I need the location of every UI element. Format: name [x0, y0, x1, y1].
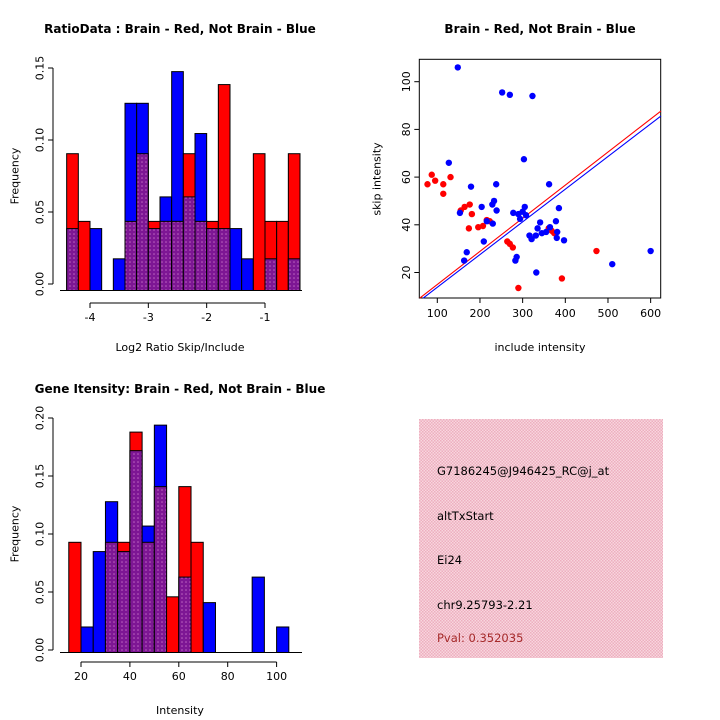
svg-text:0.00: 0.00	[33, 271, 47, 297]
scatter-plot	[400, 59, 661, 320]
svg-text:40: 40	[399, 217, 413, 232]
gene-histogram-title: Gene Itensity: Brain - Red, Not Brain - Blue	[34, 382, 326, 396]
svg-text:600: 600	[640, 307, 662, 320]
gene-histogram-xlabel: Intensity	[156, 704, 204, 717]
scatter-title: Brain - Red, Not Brain - Blue	[444, 22, 636, 36]
svg-text:-2: -2	[201, 311, 213, 324]
svg-text:0.15: 0.15	[33, 463, 47, 489]
ratio-histogram-xlabel: Log2 Ratio Skip/Include	[115, 341, 245, 354]
probe-id-text: G7186245@J946425_RC@j_at	[437, 464, 610, 478]
svg-text:0.05: 0.05	[33, 199, 47, 225]
scatter-xlabel: include intensity	[494, 341, 586, 354]
svg-text:60: 60	[171, 670, 186, 683]
scatter-points-blue	[446, 64, 654, 276]
svg-text:80: 80	[220, 670, 235, 683]
svg-text:0.20: 0.20	[33, 405, 47, 431]
ratio-histogram-title: RatioData : Brain - Red, Not Brain - Blue	[44, 22, 316, 36]
svg-text:0.05: 0.05	[33, 579, 47, 605]
svg-text:0.00: 0.00	[33, 637, 47, 663]
svg-text:0.15: 0.15	[33, 55, 47, 81]
svg-text:-3: -3	[142, 311, 154, 324]
locus-text: chr9.25793-2.21	[437, 598, 533, 612]
ratio_hist-plot	[34, 56, 303, 324]
gene_hist-plot	[34, 406, 303, 683]
scatter-points-red	[424, 172, 599, 292]
svg-text:-1: -1	[259, 311, 271, 324]
svg-text:0.10: 0.10	[33, 127, 47, 153]
gene-histogram-ylabel: Frequency	[8, 505, 22, 563]
svg-text:60: 60	[399, 170, 413, 185]
svg-text:100: 100	[399, 71, 413, 93]
brain-fit-line	[420, 111, 661, 298]
svg-text:20: 20	[74, 670, 88, 683]
svg-text:100: 100	[426, 307, 448, 320]
svg-text:0.10: 0.10	[33, 521, 47, 547]
event-type-text: altTxStart	[437, 509, 494, 523]
notbrain-fit-line	[423, 116, 661, 298]
svg-text:40: 40	[122, 670, 137, 683]
svg-text:500: 500	[597, 307, 619, 320]
ratio-histogram-ylabel: Frequency	[8, 147, 22, 205]
gene-symbol-text: Ei24	[437, 553, 463, 567]
svg-text:300: 300	[512, 307, 534, 320]
svg-text:400: 400	[554, 307, 576, 320]
scatter-ylabel: skip intensity	[370, 142, 384, 216]
svg-text:100: 100	[266, 670, 288, 683]
svg-text:20: 20	[399, 265, 413, 280]
pval-text: Pval: 0.352035	[437, 631, 524, 645]
svg-text:80: 80	[399, 122, 413, 137]
gene-info-panel	[419, 419, 663, 658]
svg-text:-4: -4	[84, 311, 96, 324]
svg-text:200: 200	[469, 307, 491, 320]
